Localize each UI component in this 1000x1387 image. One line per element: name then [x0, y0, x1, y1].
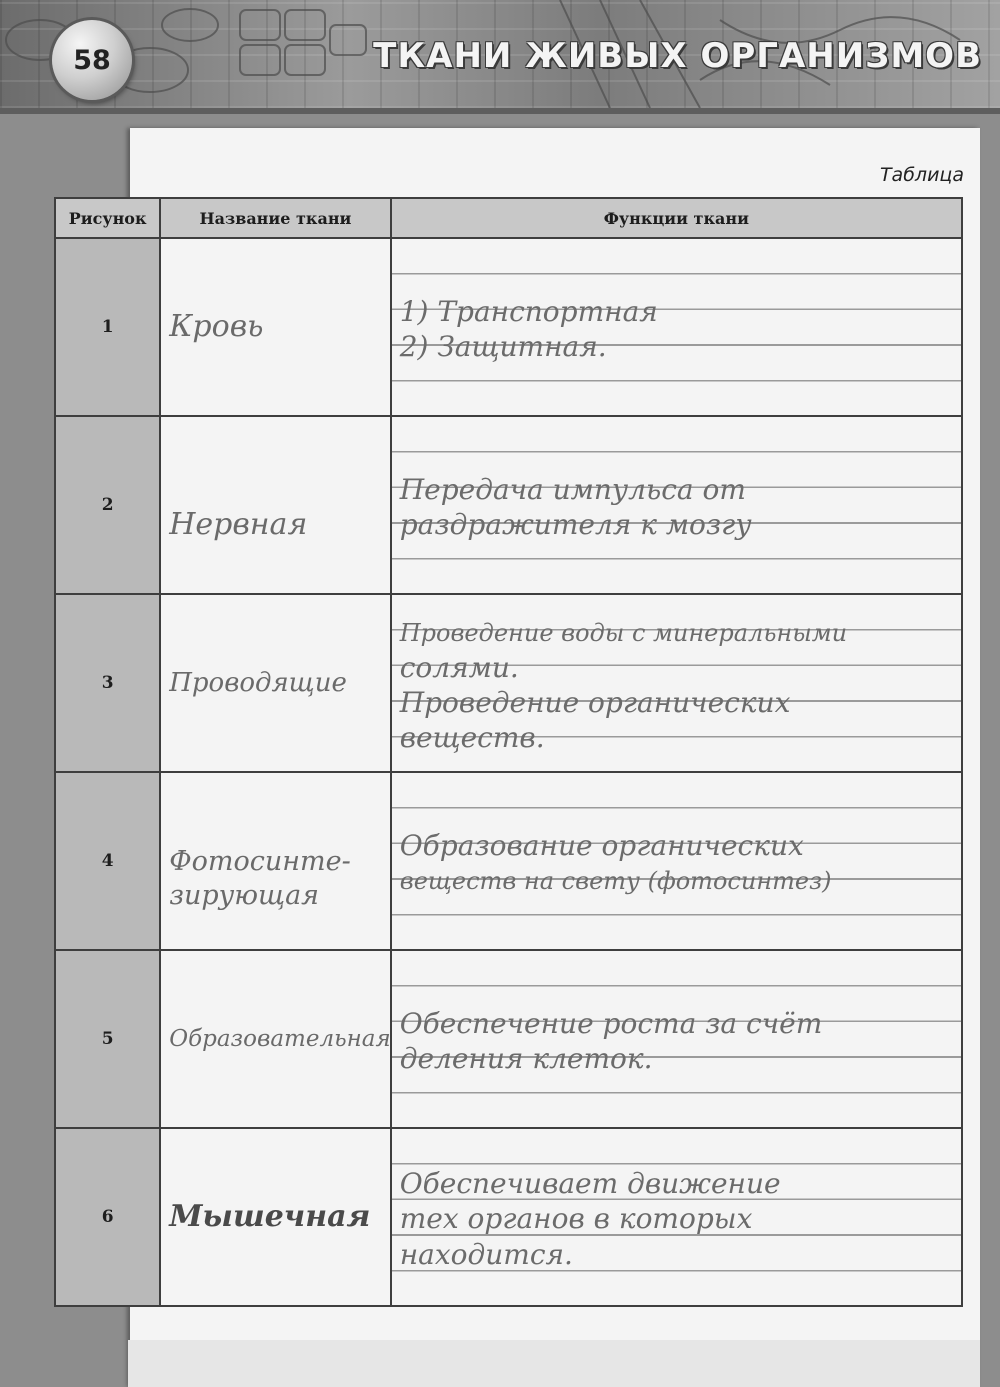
table-row: [55, 594, 962, 772]
figure-number: 5: [55, 950, 160, 1128]
tissue-function-cell: [391, 416, 962, 594]
tissue-function-cell: [391, 772, 962, 950]
table-row: [55, 772, 962, 950]
function-line: Проведение органических: [399, 686, 791, 719]
tissue-name: Мышечная: [169, 1199, 371, 1234]
column-header-figure: Рисунок: [55, 198, 160, 238]
function-line: деления клеток.: [399, 1042, 653, 1075]
paper-bottom-edge: [128, 1340, 980, 1387]
table-header-row: [55, 198, 962, 238]
tissue-name: Проводящие: [169, 668, 347, 698]
page-number-badge: [52, 20, 132, 100]
table-row: [55, 1128, 962, 1306]
figure-number: 3: [55, 594, 160, 772]
figure-number: 4: [55, 772, 160, 950]
function-line: веществ на свету (фотосинтез): [399, 867, 832, 895]
chapter-title: ТКАНИ ЖИВЫХ ОРГАНИЗМОВ: [373, 36, 982, 76]
tissue-name-cell: [160, 238, 391, 416]
figure-number: 1: [55, 238, 160, 416]
function-line: Проведение воды с минеральными: [399, 618, 848, 647]
function-line: 2) Защитная.: [399, 330, 607, 363]
tissue-name: Кровь: [169, 309, 264, 344]
function-line: тех органов в которых: [399, 1202, 753, 1236]
table-row: [55, 950, 962, 1128]
tissue-name-cell: [160, 1128, 391, 1306]
tissue-name-cell: [160, 416, 391, 594]
function-line: Образование органических: [399, 828, 804, 862]
page-number: 58: [73, 44, 111, 76]
function-line: находится.: [399, 1237, 573, 1271]
tissue-function-cell: [391, 238, 962, 416]
tissue-function-cell: [391, 1128, 962, 1306]
table-row: [55, 238, 962, 416]
column-header-tissue-name: Название ткани: [160, 198, 391, 238]
function-line: солями.: [399, 650, 519, 684]
function-line: Обеспечивает движение: [399, 1167, 781, 1201]
function-line: веществ.: [399, 721, 545, 755]
table-caption: Таблица: [879, 164, 964, 186]
tissue-name: Фотосинте- зирующая: [169, 846, 351, 911]
tissue-name: Образовательная: [169, 1026, 391, 1052]
chapter-banner: [0, 0, 1000, 114]
tissue-name-cell: [160, 594, 391, 772]
function-line: Обеспечение роста за счёт: [399, 1006, 823, 1040]
tissue-function-cell: [391, 950, 962, 1128]
tissue-name-cell: [160, 772, 391, 950]
tissue-table: [54, 197, 963, 1307]
figure-number: 6: [55, 1128, 160, 1306]
figure-number: 2: [55, 416, 160, 594]
function-line: раздражителя к мозгу: [399, 508, 752, 541]
function-line: Передача импульса от: [399, 472, 746, 506]
column-header-tissue-function: Функции ткани: [391, 198, 962, 238]
tissue-function-cell: [391, 594, 962, 772]
function-line: 1) Транспортная: [399, 294, 658, 328]
tissue-name: Нервная: [169, 507, 308, 542]
tissue-name-cell: [160, 950, 391, 1128]
table-row: [55, 416, 962, 594]
